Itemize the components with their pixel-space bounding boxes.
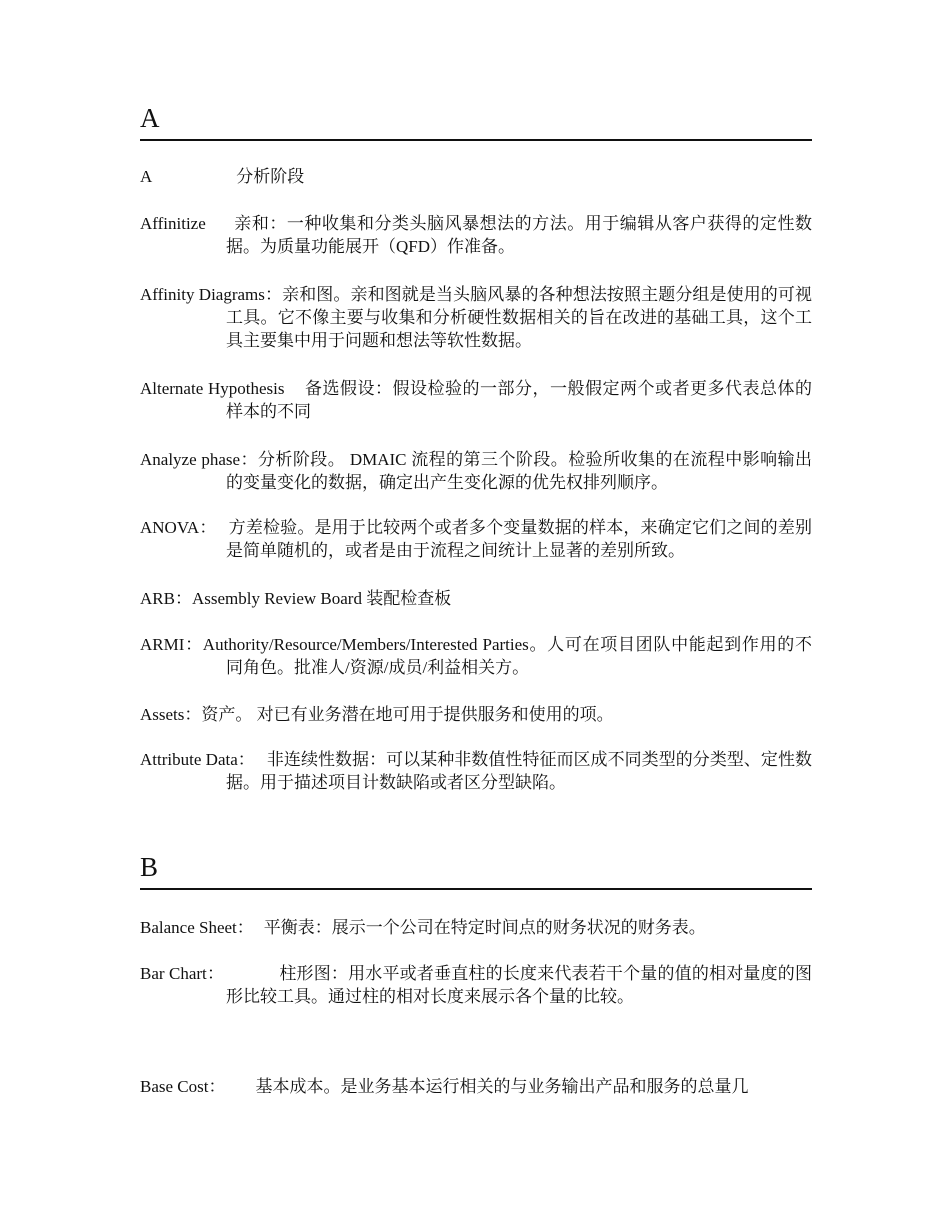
glossary-entry [140, 448, 812, 494]
section-heading-a: A [140, 103, 160, 133]
glossary-entry [140, 212, 812, 258]
entry-term: Bar Chart： [140, 964, 225, 983]
entry-term: Affinity Diagrams： [140, 285, 283, 304]
entry-definition: 柱形图：用水平或者垂直柱的长度来代表若干个量的值的相对量度的图形比较工具。通过柱的相对长度来展示各个量的比较。 [226, 964, 812, 1006]
glossary-entry [140, 633, 812, 679]
entry-definition: 分析阶段。 DMAIC 流程的第三个阶段。检验所收集的在流程中影响输出的变量变化的数据，确定出产生变化源的优先权排列顺序。 [226, 450, 813, 492]
section-divider-b [140, 888, 812, 890]
entry-definition: 备选假设：假设检验的一部分，一般假定两个或者更多代表总体的样本的不同 [226, 379, 812, 421]
glossary-entry [140, 283, 812, 352]
glossary-entry [140, 377, 812, 423]
glossary-entry [140, 916, 812, 939]
entry-term: Alternate Hypothesis [140, 379, 285, 398]
entry-definition: Assembly Review Board 装配检查板 [191, 589, 452, 608]
entry-definition: 分析阶段 [236, 167, 305, 186]
entry-definition: Authority/Resource/Members/Interested Parties。人可在项目团队中能起到作用的不同角色。批准人/资源/成员/利益相关方。 [202, 635, 812, 677]
entry-definition: 基本成本。是业务基本运行相关的与业务输出产品和服务的总量几 [255, 1077, 749, 1096]
entry-term: ARMI： [140, 635, 203, 654]
entry-term: Balance Sheet： [140, 918, 254, 937]
section-heading-b: B [140, 852, 159, 882]
entry-definition: 非连续性数据：可以某种非数值性特征而区成不同类型的分类型、定性数据。用于描述项目计数缺陷或者区分型缺陷。 [226, 750, 812, 792]
entry-term: ANOVA： [140, 518, 217, 537]
entry-term: A [140, 167, 153, 186]
entry-definition: 方差检验。是用于比较两个或者多个变量数据的样本，来确定它们之间的差别是简单随机的，或者是由于流程之间统计上显著的差别所致。 [226, 518, 812, 560]
glossary-entry [140, 587, 812, 610]
entry-term: ARB： [140, 589, 192, 608]
entry-term: Affinitize [140, 214, 206, 233]
entry-definition: 亲和图。亲和图就是当头脑风暴的各种想法按照主题分组是使用的可视工具。它不像主要与收集和分析硬性数据相关的旨在改进的基础工具，这个工具主要集中用于问题和想法等软性数据。 [226, 285, 812, 350]
glossary-entry [140, 703, 812, 726]
entry-term: Analyze phase： [140, 450, 258, 469]
glossary-entry [140, 962, 812, 1008]
glossary-entry [140, 1075, 812, 1098]
entry-term: Attribute Data： [140, 750, 255, 769]
glossary-entry [140, 516, 812, 562]
entry-definition: 平衡表：展示一个公司在特定时间点的财务状况的财务表。 [263, 918, 706, 937]
entry-term: Assets： [140, 705, 202, 724]
entry-definition: 资产。 对已有业务潜在地可用于提供服务和使用的项。 [201, 705, 614, 724]
section-divider-a [140, 139, 812, 141]
entry-definition: 亲和：一种收集和分类头脑风暴想法的方法。用于编辑从客户获得的定性数据。为质量功能展开（QFD）作准备。 [226, 214, 812, 256]
glossary-entry [140, 748, 812, 794]
entry-term: Base Cost： [140, 1077, 226, 1096]
glossary-entry [140, 165, 812, 188]
